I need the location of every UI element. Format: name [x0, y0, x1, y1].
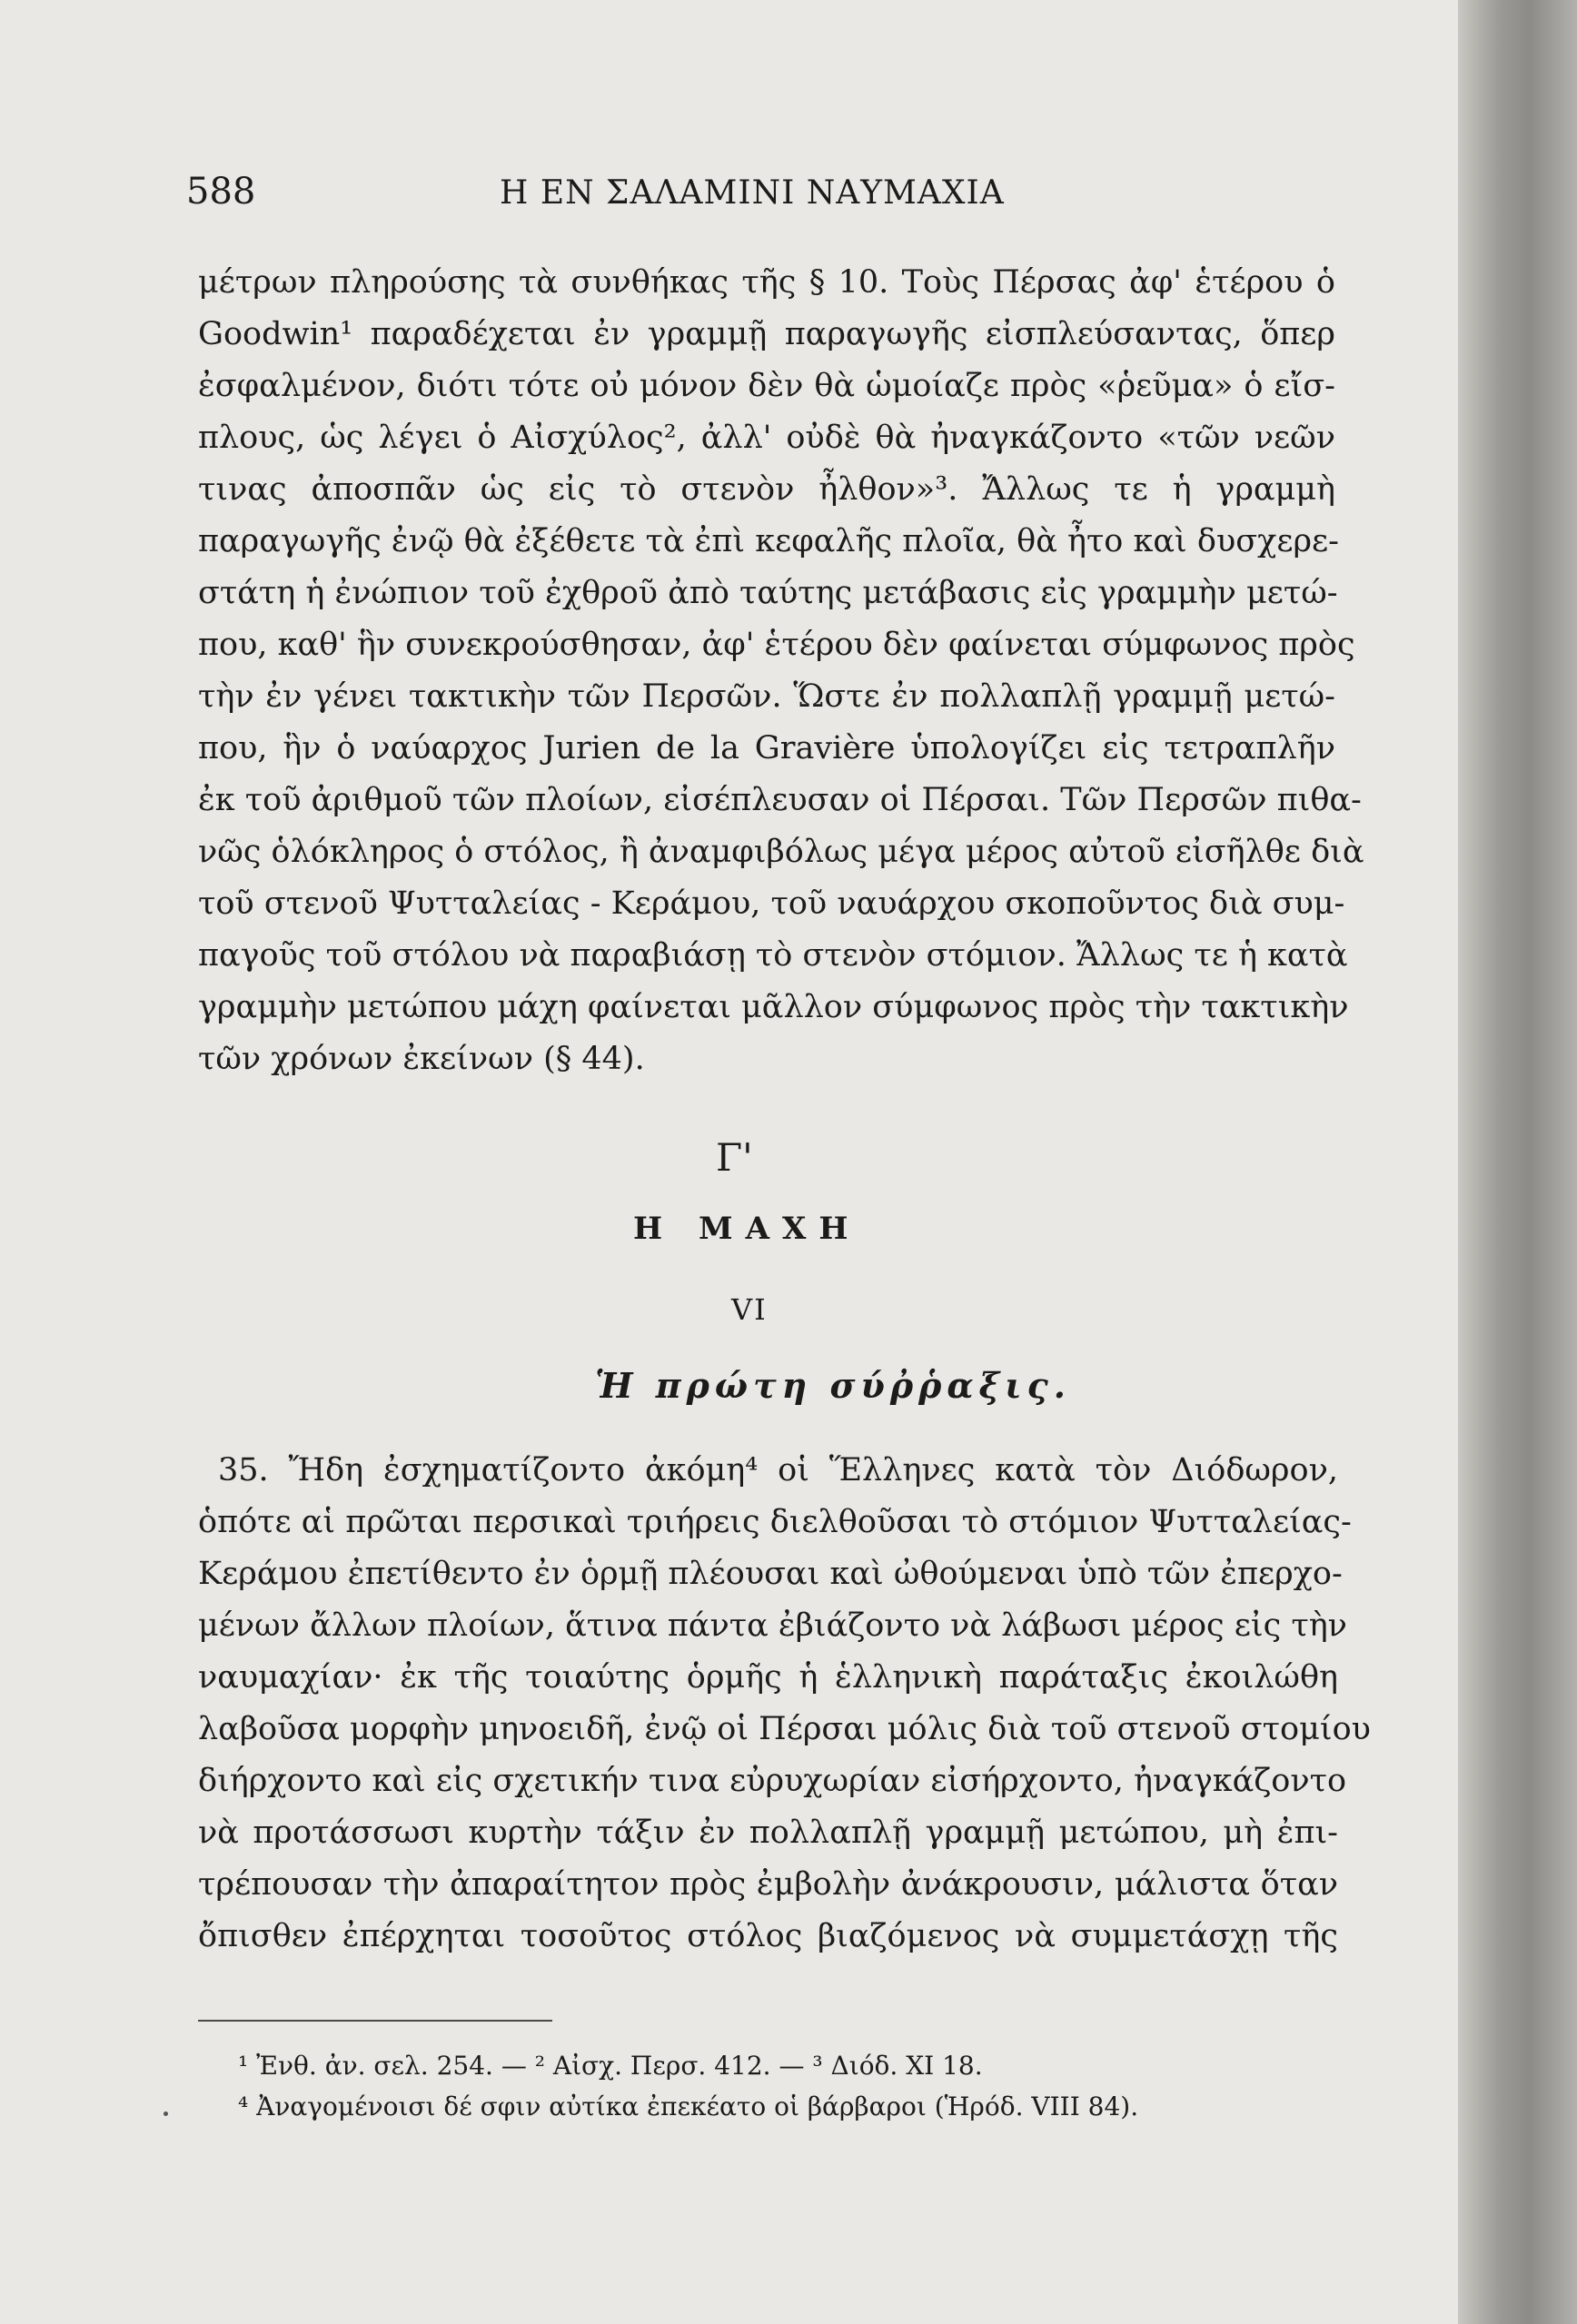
body-text-section	[198, 1445, 1371, 1963]
text-line: 35. Ἤδη ἐσχηματίζοντο ἀκόμη⁴ οἱ Ἕλληνες κατὰ τὸν Διόδωρον,	[218, 1452, 1338, 1488]
footnotes	[238, 2045, 1283, 2127]
text-line: τρέπουσαν τὴν ἀπαραίτητον πρὸς ἐμβολὴν ἀνάκρουσιν, μάλιστα ὅταν	[198, 1866, 1338, 1903]
chapter-subtitle: Ἡ πρώτη σύῤῥαξις.	[595, 1365, 1071, 1406]
text-line: λαβοῦσα μορφὴν μηνοειδῆ, ἐνῷ οἱ Πέρσαι μόλις διὰ τοῦ στενοῦ στομίου	[198, 1711, 1371, 1747]
section-mark: Γ'	[716, 1135, 753, 1180]
chapter-number: VI	[731, 1292, 768, 1327]
text-line: μέτρων πληρούσης τὰ συνθήκας τῆς § 10. Τοὺς Πέρσας ἀφ' ἑτέρου ὁ	[198, 264, 1335, 301]
running-title: Η ΕΝ ΣΑΛΑΜΙΝΙ ΝΑΥΜΑΧΙΑ	[500, 174, 1005, 212]
chapter-title: Η ΜΑΧΗ	[633, 1211, 861, 1247]
page-number: 588	[186, 171, 256, 213]
ink-speck	[164, 2111, 168, 2116]
text-line: τοῦ στενοῦ Ψυτταλείας - Κεράμου, τοῦ ναυάρχου σκοποῦντος διὰ συμ-	[198, 885, 1345, 922]
text-line: διήρχοντο καὶ εἰς σχετικήν τινα εὐρυχωρίαν εἰσήρχοντο, ἠναγκάζοντο	[198, 1763, 1347, 1799]
page-header	[186, 171, 1313, 225]
footnote: ¹ Ἐνθ. ἀν. σελ. 254. — ² Αἰσχ. Περσ. 412. — ³ Διόδ. XI 18.	[238, 2051, 983, 2081]
text-line: νὰ προτάσσωσι κυρτὴν τάξιν ἐν πολλαπλῇ γραμμῇ μετώπου, μὴ ἐπι-	[198, 1815, 1338, 1851]
text-line: που, καθ' ἣν συνεκρούσθησαν, ἀφ' ἑτέρου δὲν φαίνεται σύμφωνος πρὸς	[198, 627, 1355, 663]
text-line: ὁπότε αἱ πρῶται περσικαὶ τριήρεις διελθοῦσαι τὸ στόμιον Ψυτταλείας-	[198, 1504, 1352, 1540]
text-line: τὴν ἐν γένει τακτικὴν τῶν Περσῶν. Ὥστε ἐν πολλαπλῇ γραμμῇ μετώ-	[198, 678, 1335, 715]
text-line: τινας ἀποσπᾶν ὡς εἰς τὸ στενὸν ἦλθον»³. Ἄλλως τε ἡ γραμμὴ	[198, 471, 1335, 508]
body-text	[198, 257, 1364, 1085]
text-line: τῶν χρόνων ἐκείνων (§ 44).	[198, 1041, 645, 1077]
text-line: που, ἣν ὁ ναύαρχος Jurien de la Gravière ὑπολογίζει εἰς τετραπλῆν	[198, 730, 1335, 766]
text-line: Goodwin¹ παραδέχεται ἐν γραμμῇ παραγωγῆς εἰσπλεύσαντας, ὅπερ	[198, 316, 1335, 352]
text-line: γραμμὴν μετώπου μάχη φαίνεται μᾶλλον σύμφωνος πρὸς τὴν τακτικὴν	[198, 989, 1349, 1025]
text-line: παραγωγῆς ἐνῷ θὰ ἐξέθετε τὰ ἐπὶ κεφαλῆς πλοῖα, θὰ ἦτο καὶ δυσχερε-	[198, 523, 1339, 559]
text-line: μένων ἄλλων πλοίων, ἅτινα πάντα ἐβιάζοντο νὰ λάβωσι μέρος εἰς τὴν	[198, 1607, 1347, 1644]
text-line: ἐσφαλμένον, διότι τότε οὐ μόνον δὲν θὰ ὡμοίαζε πρὸς «ῥεῦμα» ὁ εἴσ-	[198, 368, 1335, 404]
text-line: ναυμαχίαν· ἐκ τῆς τοιαύτης ὁρμῆς ἡ ἑλληνικὴ παράταξις ἐκοιλώθη	[198, 1659, 1338, 1696]
footnote: ⁴ Ἀναγομένοισι δέ σφιν αὐτίκα ἐπεκέατο οἱ βάρβαροι (Ἡρόδ. VIII 84).	[238, 2092, 1139, 2121]
text-line: πλους, ὡς λέγει ὁ Αἰσχύλος², ἀλλ' οὐδὲ θὰ ἠναγκάζοντο «τῶν νεῶν	[198, 420, 1335, 456]
footnote-divider	[198, 2020, 552, 2022]
text-line: νῶς ὁλόκληρος ὁ στόλος, ἢ ἀναμφιβόλως μέγα μέρος αὐτοῦ εἰσῆλθε διὰ	[198, 834, 1364, 870]
book-spine-edge	[1458, 0, 1577, 2324]
text-line: παγοῦς τοῦ στόλου νὰ παραβιάσῃ τὸ στενὸν στόμιον. Ἄλλως τε ἡ κατὰ	[198, 937, 1348, 974]
text-line: στάτη ἡ ἐνώπιον τοῦ ἐχθροῦ ἀπὸ ταύτης μετάβασις εἰς γραμμὴν μετώ-	[198, 575, 1338, 611]
text-line: ὄπισθεν ἐπέρχηται τοσοῦτος στόλος βιαζόμενος νὰ συμμετάσχῃ τῆς	[198, 1918, 1338, 1954]
text-line: ἐκ τοῦ ἀριθμοῦ τῶν πλοίων, εἰσέπλευσαν οἱ Πέρσαι. Τῶν Περσῶν πιθα-	[198, 782, 1362, 818]
text-line: Κεράμου ἐπετίθεντο ἐν ὁρμῇ πλέουσαι καὶ ὠθούμεναι ὑπὸ τῶν ἐπερχο-	[198, 1556, 1343, 1592]
